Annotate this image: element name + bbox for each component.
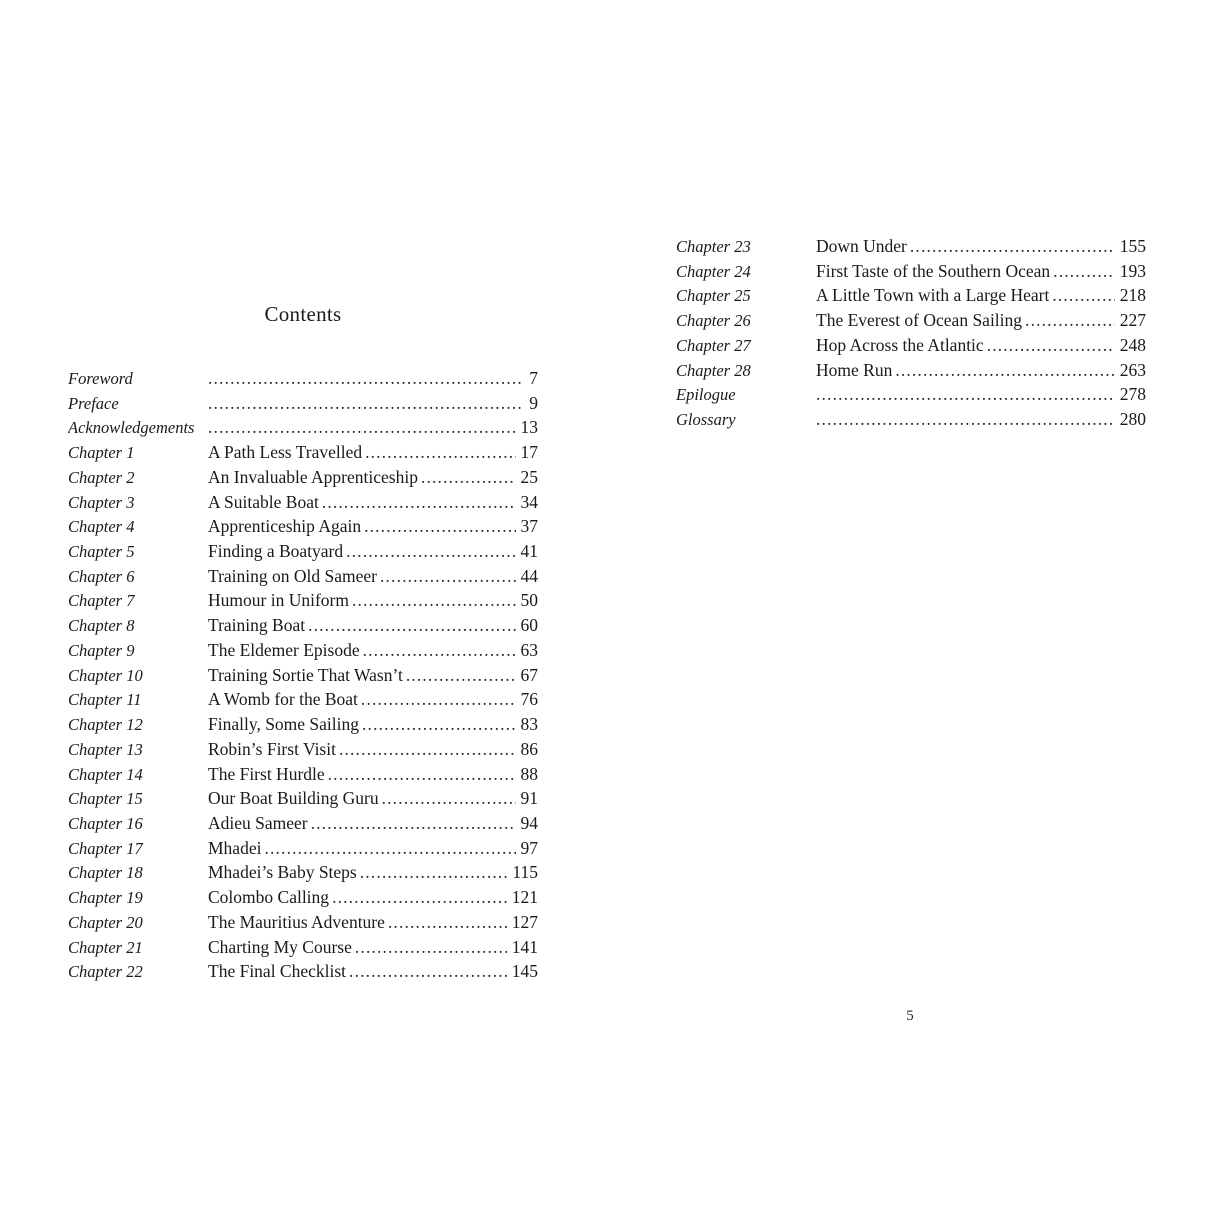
toc-entry-title: Apprenticeship Again xyxy=(208,516,362,537)
dot-leader xyxy=(349,963,507,981)
toc-entry-row[interactable] xyxy=(676,308,1146,333)
toc-entry-title: Humour in Uniform xyxy=(208,590,349,611)
dot-leader xyxy=(328,766,516,784)
dot-leader xyxy=(1025,312,1115,330)
toc-entry-body xyxy=(208,885,538,910)
toc-entry-label: Chapter 16 xyxy=(68,813,143,833)
toc-entry-page-number: 155 xyxy=(1119,236,1146,256)
toc-entry-page-number: 41 xyxy=(520,541,538,562)
toc-entry-row[interactable] xyxy=(68,910,538,935)
dot-leader xyxy=(895,362,1114,380)
toc-entry-title: The Final Checklist xyxy=(208,961,347,982)
toc-entry-title: Training Sortie That Wasn’t xyxy=(208,664,403,685)
toc-entry-body xyxy=(816,234,1146,259)
toc-entry-row[interactable] xyxy=(676,382,1146,407)
toc-entry-row[interactable] xyxy=(68,564,538,589)
toc-entry-label: Chapter 9 xyxy=(68,640,135,660)
toc-entry-label: Chapter 1 xyxy=(68,443,135,463)
toc-entry-label: Chapter 7 xyxy=(68,591,135,611)
toc-entry-row[interactable] xyxy=(676,234,1146,259)
toc-entry-page-number: 193 xyxy=(1119,260,1146,281)
toc-entry-title: First Taste of the Southern Ocean xyxy=(816,260,1051,281)
toc-entry-page-number: 60 xyxy=(520,615,538,636)
toc-entry-label: Chapter 15 xyxy=(68,789,143,809)
dot-leader xyxy=(346,543,515,561)
dot-leader xyxy=(362,716,515,734)
toc-entry-title: The Everest of Ocean Sailing xyxy=(816,310,1023,331)
toc-entry-page-number: 25 xyxy=(520,466,538,487)
toc-entry-row[interactable] xyxy=(68,786,538,811)
toc-entry-page-number: 91 xyxy=(520,788,538,809)
toc-entry-body xyxy=(816,259,1146,284)
toc-entry-body xyxy=(208,762,538,787)
toc-entry-row[interactable] xyxy=(68,687,538,712)
toc-entry-row[interactable] xyxy=(68,366,538,391)
toc-entry-body xyxy=(208,935,538,960)
toc-entry-body xyxy=(208,687,538,712)
toc-entry-body xyxy=(208,910,538,935)
toc-entry-page-number: 218 xyxy=(1119,285,1146,306)
toc-entry-page-number: 97 xyxy=(520,837,538,858)
toc-entry-label: Chapter 14 xyxy=(68,764,143,784)
toc-entry-label: Chapter 3 xyxy=(68,492,135,512)
toc-entry-page-number: 88 xyxy=(520,763,538,784)
dot-leader xyxy=(364,518,515,536)
toc-entry-title: Training on Old Sameer xyxy=(208,565,377,586)
toc-entry-title: The First Hurdle xyxy=(208,763,325,784)
toc-entry-label: Chapter 19 xyxy=(68,888,143,908)
toc-entry-label: Chapter 12 xyxy=(68,715,143,735)
toc-entry-page-number: 86 xyxy=(520,738,538,759)
toc-entry-page-number: 34 xyxy=(520,491,538,512)
toc-entry-page-number: 9 xyxy=(529,392,538,413)
toc-entry-row[interactable] xyxy=(68,638,538,663)
dot-leader xyxy=(352,592,516,610)
toc-entry-page-number: 278 xyxy=(1119,384,1146,405)
dot-leader xyxy=(1053,263,1115,281)
toc-entry-page-number: 76 xyxy=(520,689,538,710)
page-number: 5 xyxy=(906,1008,914,1024)
toc-entry-page-number: 127 xyxy=(511,911,538,932)
toc-entry-row[interactable] xyxy=(68,885,538,910)
toc-entry-title: A Womb for the Boat xyxy=(208,689,358,710)
toc-entry-title: Hop Across the Atlantic xyxy=(816,334,984,355)
toc-entry-title: A Little Town with a Large Heart xyxy=(816,285,1050,306)
toc-entry-body xyxy=(208,415,538,440)
dot-leader xyxy=(332,889,507,907)
toc-entry-label: Chapter 13 xyxy=(68,739,143,759)
dot-leader xyxy=(363,642,516,660)
toc-entry-page-number: 83 xyxy=(520,714,538,735)
toc-entry-page-number: 263 xyxy=(1119,359,1146,380)
toc-entry-label: Acknowledgements xyxy=(68,418,195,438)
toc-entry-page-number: 50 xyxy=(520,590,538,611)
toc-entry-title: Adieu Sameer xyxy=(208,812,308,833)
toc-entry-label: Foreword xyxy=(68,369,133,388)
toc-entry-page-number: 280 xyxy=(1119,409,1146,430)
toc-entry-label: Chapter 20 xyxy=(68,912,143,932)
dot-leader xyxy=(308,617,515,635)
toc-entry-body xyxy=(816,283,1146,308)
toc-entry-row[interactable] xyxy=(676,283,1146,308)
toc-entry-title: The Mauritius Adventure xyxy=(208,911,385,932)
toc-entry-label: Chapter 28 xyxy=(676,360,751,380)
toc-entry-row[interactable] xyxy=(68,811,538,836)
toc-entry-row[interactable] xyxy=(68,514,538,539)
dot-leader xyxy=(355,939,507,957)
toc-entry-page-number: 7 xyxy=(529,368,538,388)
toc-entry-row[interactable] xyxy=(68,415,538,440)
toc-entry-body xyxy=(208,391,538,416)
dot-leader xyxy=(421,469,516,487)
dot-leader xyxy=(382,790,516,808)
toc-entry-row[interactable] xyxy=(68,490,538,515)
toc-entry-title: Home Run xyxy=(816,359,893,380)
toc-entry-row[interactable] xyxy=(68,959,538,984)
toc-entry-body xyxy=(816,308,1146,333)
toc-entry-body xyxy=(208,638,538,663)
toc-entry-label: Chapter 26 xyxy=(676,311,751,331)
toc-entry-row[interactable] xyxy=(676,333,1146,358)
toc-entry-body xyxy=(816,382,1146,407)
toc-entry-row[interactable] xyxy=(68,663,538,688)
toc-entry-row[interactable] xyxy=(68,613,538,638)
toc-entry-label: Chapter 25 xyxy=(676,286,751,306)
toc-entry-row[interactable] xyxy=(676,358,1146,383)
toc-column-right xyxy=(676,234,1146,432)
toc-entry-title: Finding a Boatyard xyxy=(208,541,344,562)
dot-leader xyxy=(816,386,1115,404)
toc-entry-page-number: 63 xyxy=(520,639,538,660)
toc-entry-title: Charting My Course xyxy=(208,936,352,957)
toc-entry-row[interactable] xyxy=(68,935,538,960)
toc-entry-row[interactable] xyxy=(68,465,538,490)
toc-entry-row[interactable] xyxy=(676,259,1146,284)
toc-entry-label: Chapter 24 xyxy=(676,261,751,281)
toc-entry-page-number: 141 xyxy=(511,936,538,957)
toc-entry-title: Our Boat Building Guru xyxy=(208,788,379,809)
toc-entry-body xyxy=(208,811,538,836)
dot-leader xyxy=(208,370,524,388)
toc-entry-row[interactable] xyxy=(68,762,538,787)
toc-entry-title: Finally, Some Sailing xyxy=(208,714,360,735)
toc-entry-title: Mhadei xyxy=(208,837,262,858)
toc-entry-body xyxy=(208,786,538,811)
toc-entry-page-number: 121 xyxy=(511,887,538,908)
toc-entry-row[interactable] xyxy=(676,407,1146,432)
dot-leader xyxy=(365,444,515,462)
toc-entry-label: Preface xyxy=(68,393,119,413)
toc-entry-row[interactable] xyxy=(68,860,538,885)
dot-leader xyxy=(360,864,508,882)
toc-entry-title: Robin’s First Visit xyxy=(208,738,336,759)
toc-entry-body xyxy=(208,514,538,539)
dot-leader xyxy=(987,337,1115,355)
toc-entry-page-number: 13 xyxy=(520,417,538,438)
toc-entry-label: Chapter 21 xyxy=(68,937,143,957)
toc-entry-row[interactable] xyxy=(68,836,538,861)
toc-entry-title: Mhadei’s Baby Steps xyxy=(208,862,357,883)
dot-leader xyxy=(816,411,1115,429)
toc-entry-page-number: 115 xyxy=(512,862,538,883)
dot-leader xyxy=(380,568,516,586)
toc-entry-label: Glossary xyxy=(676,410,736,430)
toc-entry-title: An Invaluable Apprenticeship xyxy=(208,466,418,487)
toc-entry-label: Chapter 22 xyxy=(68,962,143,982)
toc-entry-body xyxy=(208,539,538,564)
dot-leader xyxy=(361,691,516,709)
toc-entry-row[interactable] xyxy=(68,588,538,613)
toc-entry-body xyxy=(208,613,538,638)
toc-entry-title: Training Boat xyxy=(208,615,306,636)
toc-entry-page-number: 44 xyxy=(520,565,538,586)
toc-entry-row[interactable] xyxy=(68,440,538,465)
toc-entry-title: A Path Less Travelled xyxy=(208,442,363,463)
toc-entry-label: Chapter 4 xyxy=(68,517,135,537)
toc-entry-page-number: 67 xyxy=(520,664,538,685)
dot-leader xyxy=(910,238,1115,256)
toc-entry-body xyxy=(208,836,538,861)
toc-entry-body xyxy=(816,407,1146,432)
toc-entry-label: Chapter 23 xyxy=(676,237,751,256)
toc-entry-page-number: 94 xyxy=(520,812,538,833)
dot-leader xyxy=(406,667,516,685)
toc-entry-label: Epilogue xyxy=(676,385,736,405)
toc-entry-row[interactable] xyxy=(68,712,538,737)
toc-entry-page-number: 145 xyxy=(511,961,538,982)
toc-entry-title: Colombo Calling xyxy=(208,887,330,908)
toc-entry-body xyxy=(208,564,538,589)
dot-leader xyxy=(322,494,516,512)
toc-entry-row[interactable] xyxy=(68,391,538,416)
toc-column-left xyxy=(68,366,538,984)
toc-entry-title: Down Under xyxy=(816,236,907,256)
toc-entry-body xyxy=(208,366,538,391)
toc-entry-label: Chapter 27 xyxy=(676,335,751,355)
dot-leader xyxy=(264,840,515,858)
dot-leader xyxy=(1052,287,1114,305)
toc-entry-body xyxy=(208,860,538,885)
toc-entry-row[interactable] xyxy=(68,737,538,762)
toc-entry-body xyxy=(208,490,538,515)
dot-leader xyxy=(208,395,524,413)
toc-entry-label: Chapter 17 xyxy=(68,838,143,858)
toc-entry-page-number: 17 xyxy=(520,442,538,463)
toc-entry-body xyxy=(208,440,538,465)
toc-entry-page-number: 248 xyxy=(1119,334,1146,355)
toc-entry-label: Chapter 6 xyxy=(68,566,135,586)
toc-entry-label: Chapter 11 xyxy=(68,690,142,710)
dot-leader xyxy=(388,914,507,932)
dot-leader xyxy=(311,815,516,833)
toc-entry-label: Chapter 18 xyxy=(68,863,143,883)
toc-entry-title: A Suitable Boat xyxy=(208,491,319,512)
toc-entry-page-number: 227 xyxy=(1119,310,1146,331)
toc-entry-title: The Eldemer Episode xyxy=(208,639,360,660)
toc-entry-label: Chapter 5 xyxy=(68,542,135,562)
toc-entry-label: Chapter 2 xyxy=(68,467,135,487)
toc-entry-label: Chapter 10 xyxy=(68,665,143,685)
toc-entry-body xyxy=(208,663,538,688)
toc-entry-body xyxy=(208,712,538,737)
toc-entry-body xyxy=(816,333,1146,358)
toc-entry-label: Chapter 8 xyxy=(68,616,135,636)
toc-entry-body xyxy=(208,588,538,613)
dot-leader xyxy=(208,419,516,437)
dot-leader xyxy=(339,741,516,759)
toc-entry-body xyxy=(208,737,538,762)
page-title: Contents xyxy=(264,302,342,326)
toc-entry-body xyxy=(208,959,538,984)
toc-entry-body xyxy=(816,358,1146,383)
toc-entry-body xyxy=(208,465,538,490)
toc-entry-row[interactable] xyxy=(68,539,538,564)
toc-entry-page-number: 37 xyxy=(520,516,538,537)
